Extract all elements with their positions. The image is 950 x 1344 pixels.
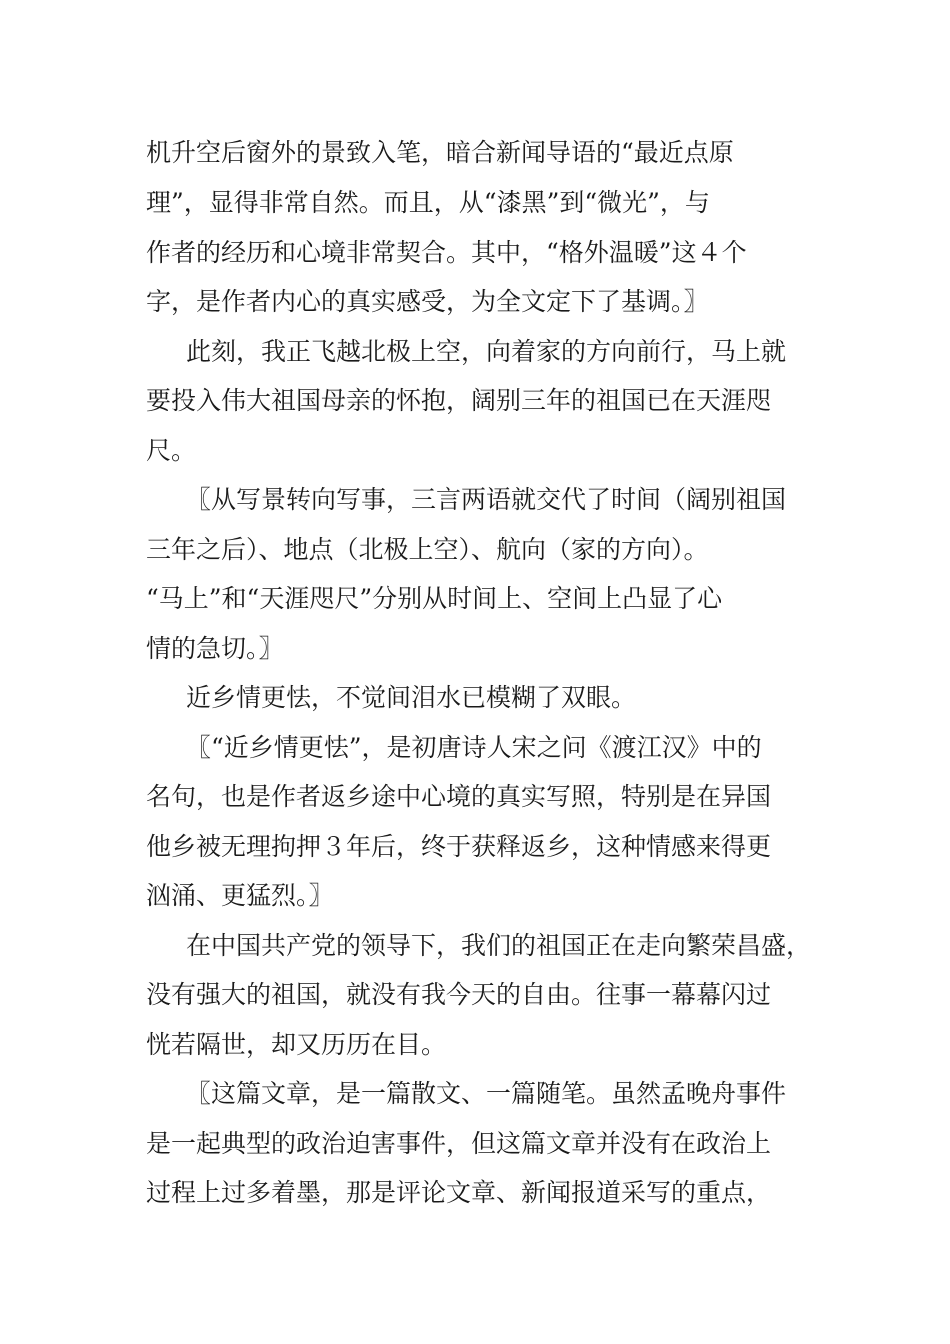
annotation-line: 情的急切。〗 [146,634,284,663]
annotation-line: 名句，也是作者返乡途中心境的真实写照，特别是在异国 [146,782,772,811]
paragraph-line: 理”，显得非常自然。而且，从“漆黑”到“微光”，与 [146,188,710,217]
paragraph-line: 作者的经历和心境非常契合。其中，“格外温暖”这４个 [146,238,747,267]
annotation-line: 汹涌、更猛烈。〗 [146,881,334,910]
annotation-line: “马上”和“天涯咫尺”分别从时间上、空间上凸显了心 [146,584,723,613]
paragraph-line: 机升空后窗外的景致入笔，暗合新闻导语的“最近点原 [146,138,734,167]
paragraph-line: 字，是作者内心的真实感受，为全文定下了基调。〗 [146,287,709,316]
paragraph-line: 在中国共产党的领导下，我们的祖国正在走向繁荣昌盛， [186,931,812,960]
paragraph-line: 此刻，我正飞越北极上空，向着家的方向前行，马上就 [186,337,787,366]
paragraph-line: 没有强大的祖国，就没有我今天的自由。往事一幕幕闪过 [146,980,772,1009]
paragraph-line: 近乡情更怯，不觉间泪水已模糊了双眼。 [186,683,637,712]
annotation-line: 〖“近乡情更怯”，是初唐诗人宋之问《渡江汉》中的 [186,733,762,762]
paragraph-line: 要投入伟大祖国母亲的怀抱，阔别三年的祖国已在天涯咫 [146,386,772,415]
annotation-line: 〖从写景转向写事，三言两语就交代了时间（阔别祖国 [186,485,787,514]
paragraph-line: 恍若隔世，却又历历在目。 [146,1030,447,1059]
annotation-line: 他乡被无理拘押３年后，终于获释返乡，这种情感来得更 [146,832,772,861]
annotation-line: 过程上过多着墨，那是评论文章、新闻报道采写的重点， [146,1178,772,1207]
annotation-line: 〖这篇文章，是一篇散文、一篇随笔。虽然孟晚舟事件 [186,1079,787,1108]
paragraph-line: 尺。 [146,436,197,465]
annotation-line: 是一起典型的政治迫害事件，但这篇文章并没有在政治上 [146,1129,772,1158]
annotation-line: 三年之后）、地点（北极上空）、航向（家的方向）。 [146,535,709,564]
